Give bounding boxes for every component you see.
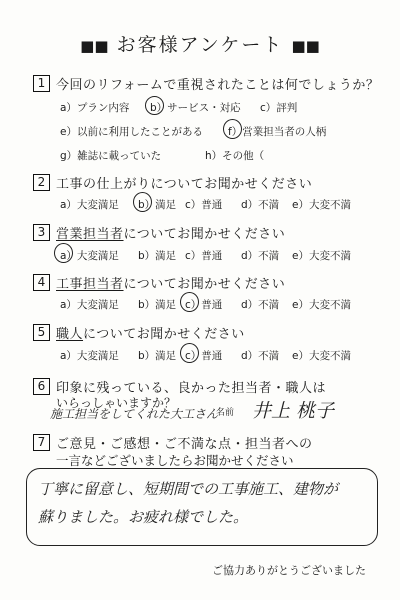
s1-option-f-circle-mark [223,119,242,139]
s3-option-c[interactable]: c）普通 [185,250,223,262]
s3-option-e[interactable]: e）大変不満 [292,250,351,262]
section-2-question: 工事の仕上がりについてお聞かせください [56,177,313,192]
section-6-name-label: 名前 [216,408,235,418]
survey-title [0,30,400,57]
title-left-squares: ■■ [80,37,109,55]
title-right-squares: ■■ [291,37,320,55]
section-6-question-line2: いらっしゃいますか？ [56,396,177,410]
s5-option-c-circle-mark [180,343,199,363]
s5-option-b[interactable]: b）満足 [138,350,177,362]
comment-handwritten-line1: 丁寧に留意し、短期間での工事施工、建物が [38,480,339,498]
s2-option-a[interactable]: a）大変満足 [60,199,119,211]
s1-option-c[interactable]: c）評判 [260,102,298,114]
s2-option-b-circle-mark [133,192,152,212]
section-2-header [33,172,312,192]
s1-option-a[interactable]: a）プラン内容 [60,102,130,114]
s5-option-d[interactable]: d）不満 [241,350,280,362]
s3-option-a[interactable]: a）大変満足 [60,250,119,262]
section-2-number: 2 [33,174,50,191]
section-1-number: 1 [33,75,50,92]
s2-option-d[interactable]: d）不満 [241,199,280,211]
section-6-question-line1: 印象に残っている、良かった担当者・職人は [56,381,327,396]
s5-option-e[interactable]: e）大変不満 [292,350,351,362]
s1-option-e[interactable]: e）以前に利用したことがある [60,126,203,138]
s1-option-b[interactable]: b）サービス・対応 [150,102,241,114]
section-5-question-rest: についてお聞かせください [83,327,245,342]
s4-option-e[interactable]: e）大変不満 [292,299,351,311]
comment-handwritten-line2: 蘇りました。お疲れ様でした。 [38,508,249,526]
section-1-header [33,73,379,93]
s3-option-d[interactable]: d）不満 [241,250,280,262]
s2-option-b[interactable]: b）満足 [138,199,177,211]
s4-option-b[interactable]: b）満足 [138,299,177,311]
section-6-header [33,376,326,396]
s3-option-a-circle-mark [54,243,73,263]
section-7-question-line2: 一言などございましたらお聞かせください [56,453,294,468]
section-6-handwritten-role: 施工担当をしてくれた大工さん [50,407,219,421]
section-6-number: 6 [33,378,50,395]
s5-option-c[interactable]: c）普通 [185,350,223,362]
title-text: お客様アンケート [116,34,284,56]
s4-option-c[interactable]: c）普通 [185,299,223,311]
section-4-question-subject: 工事担当者 [56,277,124,292]
section-1-question: 今回のリフォームで重視されたことは何でしょうか？ [56,78,380,93]
section-4-number: 4 [33,274,50,291]
s2-option-c[interactable]: c）普通 [185,199,223,211]
section-7-header [33,432,313,452]
section-3-question-subject: 営業担当者 [56,227,124,242]
s3-option-b[interactable]: b）満足 [138,250,177,262]
s2-option-e[interactable]: e）大変不満 [292,199,351,211]
section-4-question-rest: についてお聞かせください [123,277,286,292]
s4-option-c-circle-mark [180,292,199,312]
section-7-question-line1: ご意見・ご感想・ご不満な点・担当者への [56,437,313,452]
s1-option-h[interactable]: h）その他（ [205,150,265,162]
section-7-number: 7 [33,434,50,451]
section-5-number: 5 [33,324,50,341]
section-5-header [33,322,245,342]
s4-option-a[interactable]: a）大変満足 [60,299,119,311]
section-3-number: 3 [33,224,50,241]
s1-option-b-circle-mark [145,96,164,115]
s4-option-d[interactable]: d）不満 [241,299,280,311]
s1-option-f[interactable]: f）営業担当者の人柄 [228,126,327,138]
section-5-question-subject: 職人 [56,327,84,342]
section-3-question-rest: についてお聞かせください [123,227,286,242]
s1-option-g[interactable]: g）雑誌に載っていた [60,150,162,162]
section-4-header [33,272,285,292]
footer-thanks: ご協力ありがとうございました [212,564,366,577]
s5-option-a[interactable]: a）大変満足 [60,350,119,362]
section-6-handwritten-name[interactable]: 井上 桃子 [252,400,335,422]
section-3-header [33,222,285,242]
